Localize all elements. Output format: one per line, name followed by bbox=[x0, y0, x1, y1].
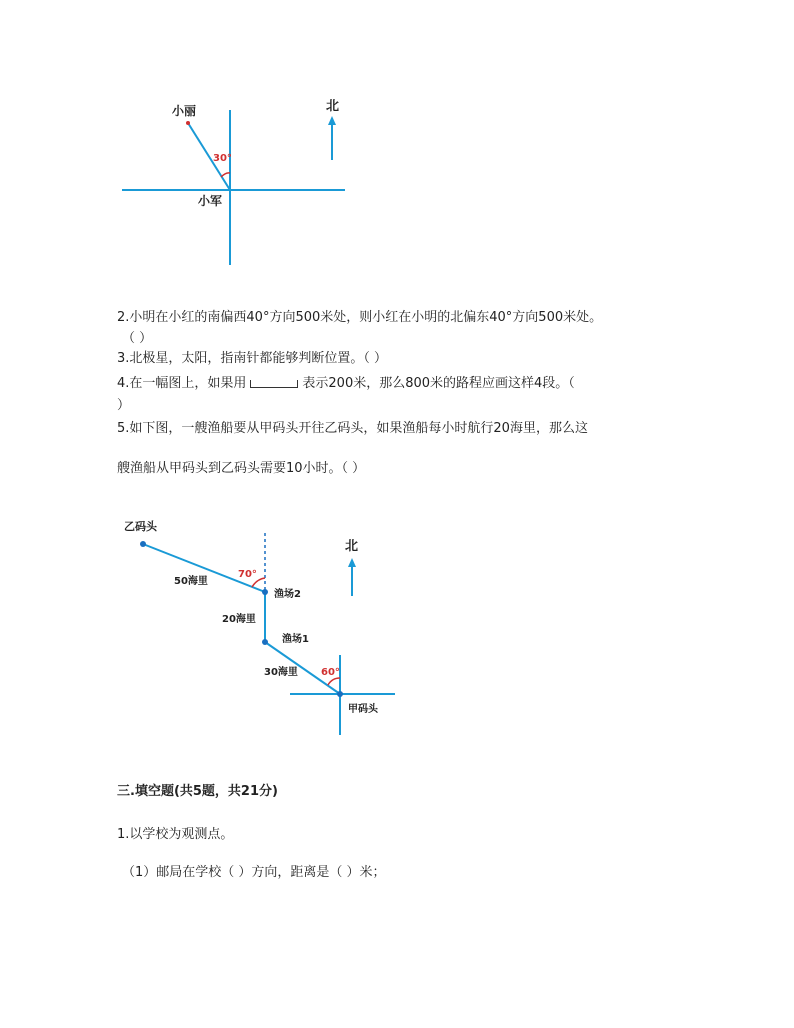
label-xiaoli: 小丽 bbox=[172, 104, 197, 118]
label-dist-30: 30海里 bbox=[264, 667, 298, 678]
label-north-1: 北 bbox=[326, 99, 340, 114]
point-yi bbox=[140, 541, 146, 547]
question-2-line-1: 2.小明在小红的南偏西40°方向500米处，则小红在小明的北偏东40°方向500米处。 bbox=[117, 310, 603, 325]
question-4-line-2: ） bbox=[117, 398, 131, 413]
question-3: 3.北极星，太阳，指南针都能够判断位置。（ ） bbox=[117, 351, 388, 366]
question-4-text-after: 表示200米，那么800米的路程应画这样4段。（ bbox=[302, 376, 575, 391]
label-xiaojun: 小军 bbox=[198, 194, 223, 208]
label-angle-30: 30° bbox=[213, 153, 232, 164]
section-3-question-1-sub-1: （1）邮局在学校（ ）方向，距离是（ ）米； bbox=[122, 865, 386, 880]
question-5-line-2: 艘渔船从甲码头到乙码头需要10小时。（ ） bbox=[117, 461, 366, 476]
section-3-title: 三.填空题(共5题，共21分) bbox=[117, 784, 278, 799]
question-5-line-1: 5.如下图，一艘渔船要从甲码头开往乙码头，如果渔船每小时航行20海里，那么这 bbox=[117, 421, 588, 436]
label-dist-50: 50海里 bbox=[174, 576, 208, 587]
angle-arc-60 bbox=[328, 678, 340, 685]
point-yuchang1 bbox=[262, 639, 268, 645]
label-yuchang1: 渔场1 bbox=[282, 634, 309, 645]
label-yi: 乙码头 bbox=[124, 520, 157, 533]
question-2-line-2: （ ） bbox=[122, 331, 153, 346]
label-angle-60: 60° bbox=[321, 667, 340, 678]
label-north-2: 北 bbox=[345, 539, 359, 554]
label-angle-70: 70° bbox=[238, 569, 257, 580]
point-yuchang2 bbox=[262, 589, 268, 595]
label-yuchang2: 渔场2 bbox=[274, 589, 301, 600]
question-4-text-before: 4.在一幅图上，如果用 bbox=[117, 376, 247, 391]
label-jia: 甲码头 bbox=[348, 704, 378, 715]
label-dist-20: 20海里 bbox=[222, 614, 256, 625]
section-3-question-1: 1.以学校为观测点。 bbox=[117, 827, 234, 842]
north-arrowhead-2 bbox=[348, 558, 356, 567]
point-jia bbox=[337, 691, 343, 697]
